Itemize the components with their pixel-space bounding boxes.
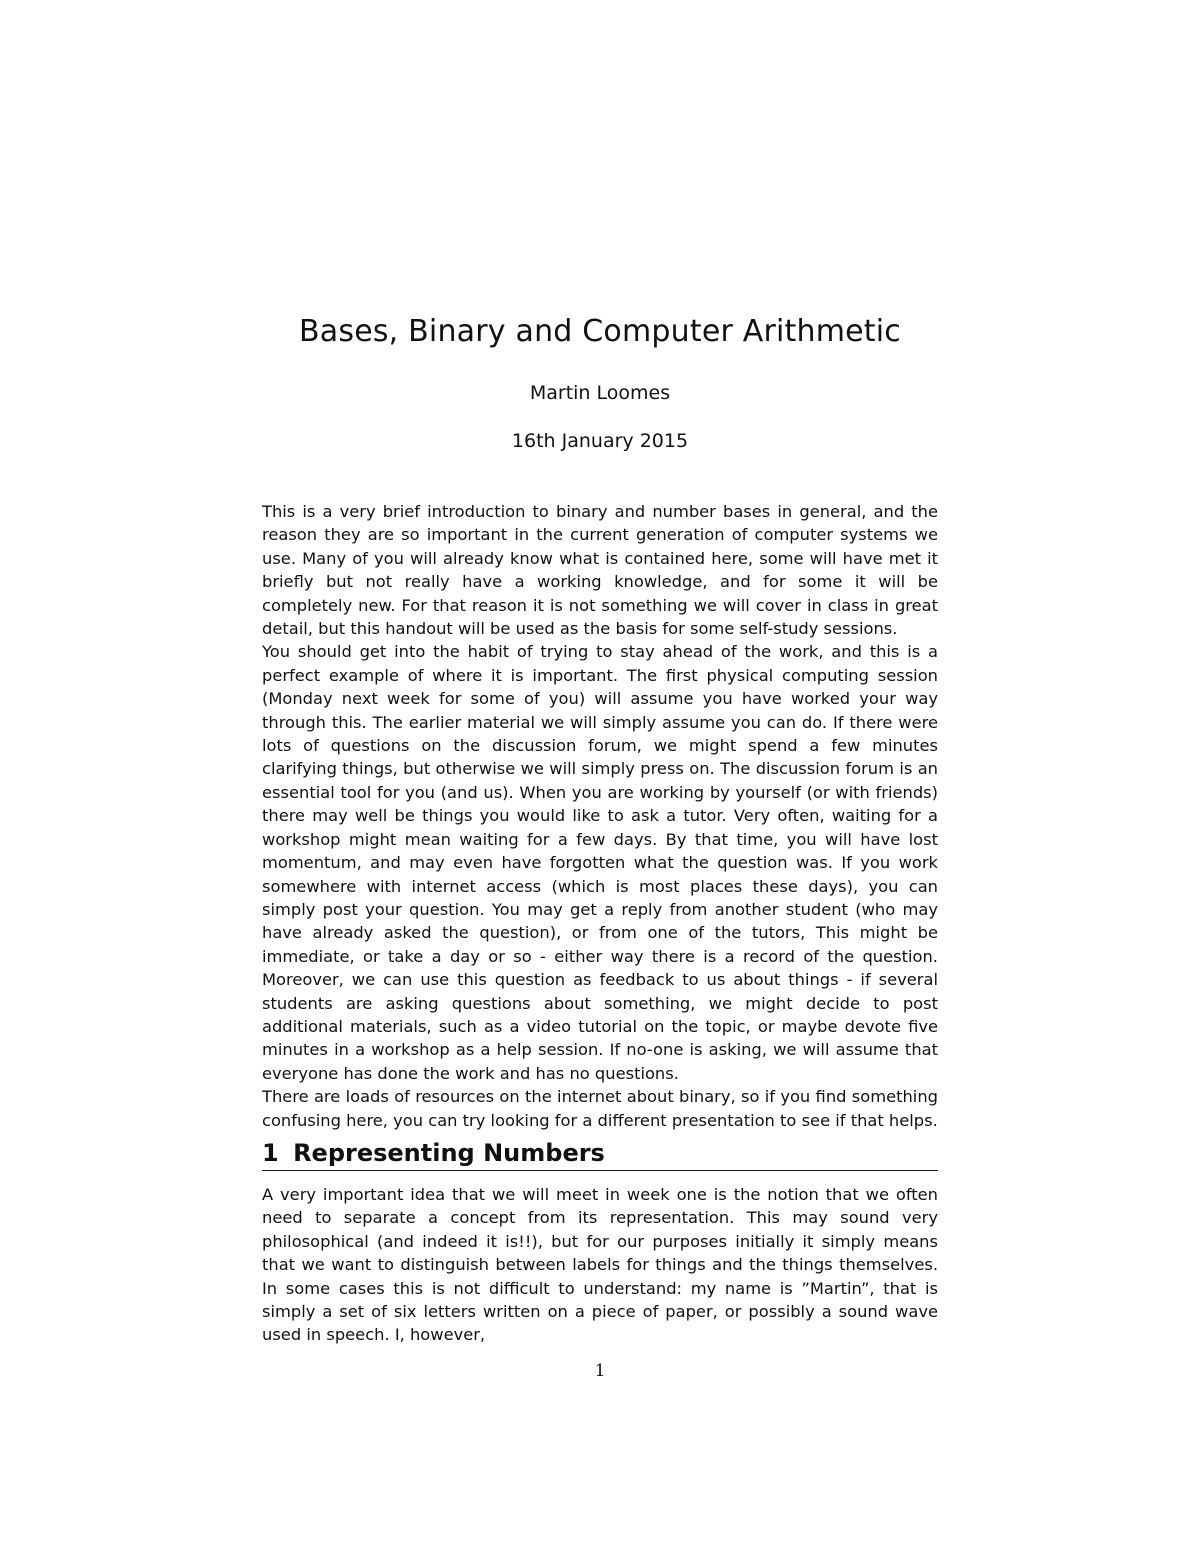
document-date: 16th January 2015 [511, 430, 689, 452]
page-number: 1 [594, 1361, 606, 1381]
intro-paragraph-2: You should get into the habit of trying to stay ahead of the work, and this is a perfect example of where it is important. The first physical computing session (Monday next week for some of you) will assume you have worked your way through this. The earlier material we will simply assume you can do. If there were lots of questions on the discussion forum, we might spend a few minutes clarifying things, but otherwise we will simply press on. The discussion forum is an essential tool for you (and us). When you are working by yourself (or with friends) there may well be things you would like to ask a tutor. Very often, waiting for a workshop might mean waiting for a few days. By that time, you will have lost momentum, and may even have forgotten what the question was. If you work somewhere with internet access (which is most places these days), you can simply post your question. You may get a reply from another student (who may have already asked the question), or from one of the tutors, This might be immediate, or take a day or so - either way there is a record of the question. Moreover, we can use this question as feedback to us about things - if several students are asking questions about something, we might decide to post additional materials, such as a video tutorial on the topic, or maybe devote five minutes in a workshop as a help session. If no-one is asking, we will assume that everyone has done the work and has no questions. [262, 642, 938, 1083]
section-paragraph: A very important idea that we will meet in week one is the notion that we often need to separate a concept from its representation. This may sound very philosophical (and indeed it is!!), but for our purposes initially it simply means that we want to distinguish between labels for things and the things themselves. In some cases this is not difficult to understand: my name is ”Martin”, that is simply a set of six letters written on a piece of paper, or possibly a sound wave used in speech. I, however, [262, 1185, 938, 1345]
section-number: 1 [262, 1139, 279, 1167]
intro-paragraph-3: There are loads of resources on the internet about binary, so if you find something confusing here, you can try looking for a different presentation to see if that helps. [262, 1087, 938, 1130]
intro-block [262, 500, 938, 1132]
section-title: Representing Numbers [293, 1139, 605, 1167]
document-title: Bases, Binary and Computer Arithmetic [299, 314, 901, 349]
document-author: Martin Loomes [529, 382, 671, 404]
section-heading [262, 1139, 938, 1171]
section-body [262, 1183, 938, 1347]
intro-paragraph-1: This is a very brief introduction to binary and number bases in general, and the reason they are so important in the current generation of computer systems we use. Many of you will already know what is contained here, some will have met it briefly but not really have a working knowledge, and for some it will be completely new. For that reason it is not something we will cover in class in great detail, but this handout will be used as the basis for some self-study sessions. [262, 502, 938, 639]
